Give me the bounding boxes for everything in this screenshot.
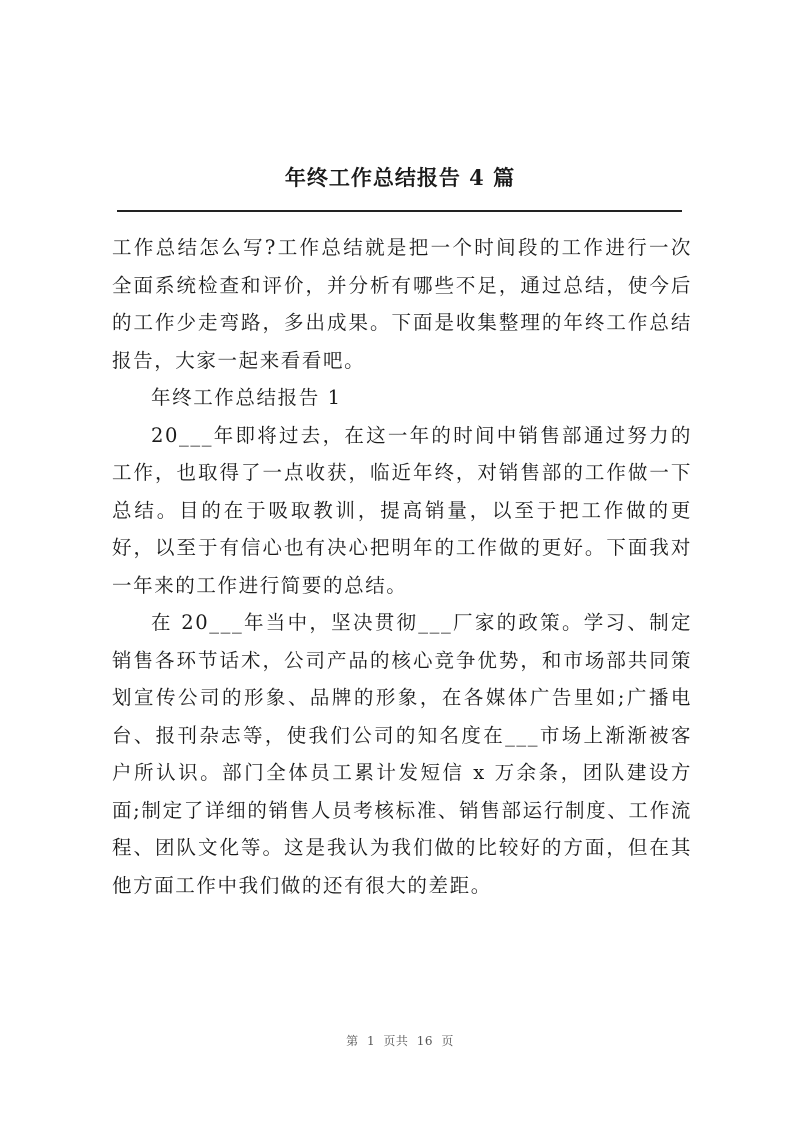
title-divider bbox=[117, 210, 682, 212]
body-paragraph: 20___年即将过去，在这一年的时间中销售部通过努力的工作，也取得了一点收获，临近年终，对销售部的工作做一下总结。目的在于吸取教训，提高销量，以至于把工作做的更好，以至于有信心也有决心把明年的工作做的更好。下面我对一年来的工作进行简要的总结。 bbox=[112, 423, 692, 597]
document-body bbox=[112, 229, 692, 904]
body-paragraph: 在 20___年当中，坚决贯彻___厂家的政策。学习、制定销售各环节话术，公司产品的核心竞争优势，和市场部共同策划宣传公司的形象、品牌的形象，在各媒体广告里如;广播电台、报刊杂志等，使我们公司的知名度在___市场上渐渐被客户所认识。部门全体员工累计发短信 x 万余条，团队建设方面;制定了详细的销售人员考核标准、销售部运行制度、工作流程、团队文化等。这是我认为我们做的比较好的方面，但在其他方面工作中我们做的还有很大的差距。 bbox=[112, 611, 692, 897]
intro-paragraph: 工作总结怎么写?工作总结就是把一个时间段的工作进行一次全面系统检查和评价，并分析有哪些不足，通过总结，使今后的工作少走弯路，多出成果。下面是收集整理的年终工作总结报告，大家一起来看看吧。 bbox=[112, 236, 692, 372]
section-heading: 年终工作总结报告 1 bbox=[151, 386, 342, 409]
document-title: 年终工作总结报告 4 篇 bbox=[284, 165, 516, 190]
page-number-footer: 第 1 页共 16 页 bbox=[346, 1034, 454, 1048]
